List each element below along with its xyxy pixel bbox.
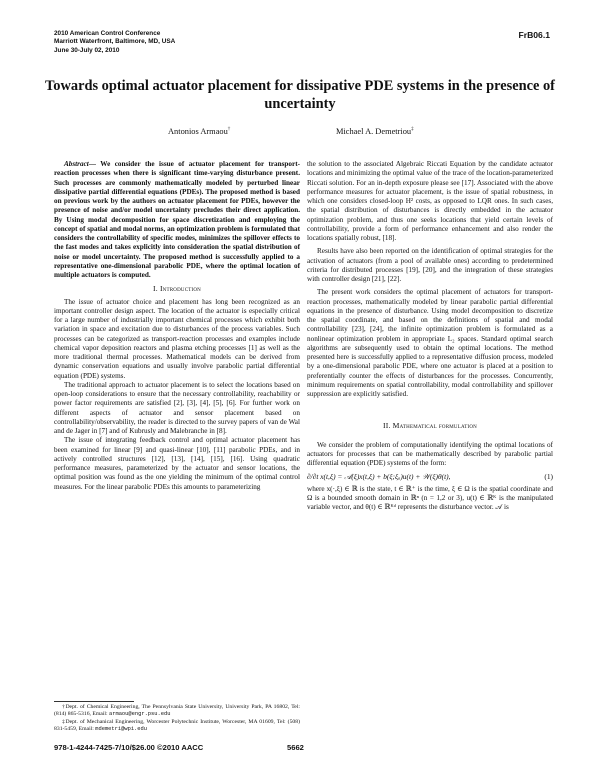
paper-title: Towards optimal actuator placement for dissipative PDE systems in the presence of uncertainty — [45, 78, 555, 112]
footnote-1-email[interactable]: armaou@engr.psu.edu — [108, 711, 171, 718]
footnote-2-email[interactable]: mdemetri@wpi.edu — [95, 725, 147, 732]
left-column — [54, 160, 300, 492]
footnote-2-text: ‡Dept. of Mechanical Engineering, Worcester Polytechnic Institute, Worcester, MA 01609, Tel: (508) 831-5459, Email: — [54, 718, 300, 732]
right-column — [307, 160, 553, 512]
footnote-rule — [54, 701, 134, 702]
session-code: FrB06.1 — [518, 30, 550, 40]
author-2-mark: ‡ — [411, 127, 414, 133]
intro-paragraph-2: The traditional approach to actuator placement is to select the locations based on open-loop considerations to ensure that the necessary controllability, reachability or power factor requirements are satisfied [2], [3], [4], [5], [6]. For further work on different aspects of actuator and sensor placement based on controllability/observability, the reader is directed to the survey papers of van de Wal and de Jager in [7] and of Kubrusly and Malebranche in [8]. — [54, 380, 300, 435]
footnotes — [54, 704, 300, 733]
intro-paragraph-1: The issue of actuator choice and placement has long been recognized as an important controller design aspect. The location of the actuator is especially critical for a large number of industrially important chemical processes which exhibit both variation in space and excitation due to disturbances of the process variables. Such processes can be categorized as transport-reaction processes and examples include chemical vapor deposition reactors and plasma etching processes [1] as well as the more traditional thermal processes. Mathematical models can be derived from dynamic conservation equations and usually involve parabolic partial differential equation (PDE) systems. — [54, 297, 300, 380]
abstract-label: Abstract — [64, 160, 89, 168]
author-list — [0, 127, 600, 139]
author-1-mark: † — [227, 127, 231, 133]
right-paragraph-3: The present work considers the optimal placement of actuators for transport-reaction processes, mathematically modeled by linear parabolic partial differential equations in the presence of disturbance. Using model decomposition to discretize the spatial coordinate, and based on the definitions of spatial and modal controllability [23], [24], the infinite optimization problem is formulated as a nonlinear optimization problem in appropriate L₂ spaces. Standard optimal search algorithms are subsequently used to obtain the optimal locations. The method presented here is successfully applied to a representative diffusion process, modeled by a one-dimensional parabolic PDE, where one actuator is placed at a position to preferentially counter the effects of disturbances for the processes. Concurrently, minimum requirements on spatial controllability, modal controllability and spillover suppression are explicitly satisfied. — [307, 288, 553, 398]
author-1-name: Antonios Armaou — [168, 127, 228, 136]
footnote-1 — [54, 704, 300, 719]
equation-1-body: ∂/∂t x(t,ξ) = 𝒜(ξ)x(t,ξ) + b(ξ;ξₐ)u(t) + 𝒲(ξ)θ(t), — [307, 472, 451, 482]
conference-name: 2010 American Control Conference — [54, 30, 161, 37]
author-2 — [336, 127, 414, 136]
section-2-intro: We consider the problem of computationally identifying the optimal locations of actuators for processes that can be mathematically described by parabolic partial differential equation (PDE) systems of the form: — [307, 440, 553, 467]
conference-venue: Marriott Waterfront, Baltimore, MD, USA — [54, 38, 176, 46]
author-1 — [168, 127, 230, 136]
right-paragraph-2: Results have also been reported on the identification of optimal strategies for the activation of actuators (from a pool of available ones) according to predetermined criteria for distributed processes [19], [20], and the integration of these strategies with controller design [21], [22]. — [307, 247, 553, 283]
footnote-2 — [54, 719, 300, 734]
page-number: 5662 — [287, 743, 304, 752]
right-paragraph-1: the solution to the associated Algebraic Riccati Equation by the candidate actuator locations and minimizing the optimal value of the trace of the location-parameterized Riccati solution. For an in-depth exposure please see [17]. Associated with the above performance measures for actuator placement, is the issue of spatial robustness, in which one considers closed-loop H² costs, as opposed to LQR ones. In such cases, the spatial distribution of disturbances is directly embedded in the actuator optimization problem, and thus one seeks locations that yield certain levels of controllability, provide a form of performance enhancement and also render the locations spatially robust, [18]. — [307, 160, 553, 242]
intro-paragraph-3: The issue of integrating feedback control and optimal actuator placement has been examined for linear [9] and quasi-linear [10], [11] parabolic PDEs, and in actively controlled structures [12], [13], [14], [15], [16]. Using quadratic performance measures, parameterized by the actuator and sensor locations, the optimal position was found as the one yielding the minimum of the optimal control measures. For the linear parabolic PDEs this amounts to parameterizing — [54, 436, 300, 491]
section-2-heading: II. Mathematical formulation — [383, 421, 477, 431]
abstract — [54, 160, 300, 280]
conference-dates: June 30-July 02, 2010 — [54, 46, 120, 54]
equation-1-number: (1) — [544, 472, 553, 482]
footer-isbn: 978-1-4244-7425-7/10/$26.00 ©2010 AACC — [54, 743, 204, 752]
abstract-text: — We consider the issue of actuator placement for transport-reaction processes when there is significant time-varying disturbance present. Such processes are commonly mathematically modeled by perturbed linear dissipative partial differential equations (PDEs). The proposed method is based on previous work by the authors on actuator placement for PDEs, however the presence of noise and/or model uncertainty precludes their direct application. By Using modal decomposition for space discretization and employing the concept of spatial and modal norms, an optimization problem is formulated that considers the controllability of specific modes, minimizes the spillover effects to the fast modes and takes explicitly into consideration the spatial distribution of noise or model uncertainty. The proposed method is successfully applied to a representative one-dimensional parabolic PDE, where the optimal location of multiple actuators is computed. — [54, 160, 300, 279]
section-1-heading: I. Introduction — [153, 284, 201, 294]
footnote-1-text: †Dept. of Chemical Engineering, The Pennsylvania State University, University Park, PA 16802, Tel: (814) 865-5316, Email: — [54, 704, 300, 718]
equation-1 — [307, 472, 553, 481]
author-2-name: Michael A. Demetriou — [336, 127, 412, 136]
conference-header — [54, 30, 175, 55]
section-2-after-equation: where x(·,ξ) ∈ ℝ is the state, t ∈ ℝ⁺ is the time, ξ ∈ Ω is the spatial coordinate and Ω is a bounded smooth domain in ℝⁿ (n = 1,2 or 3), u(t) ∈ ℝᴷ is the manipulated variable vector, and θ(t) ∈ ℝᴷᵈ represents the disturbance vector. 𝒜 is — [307, 484, 553, 511]
